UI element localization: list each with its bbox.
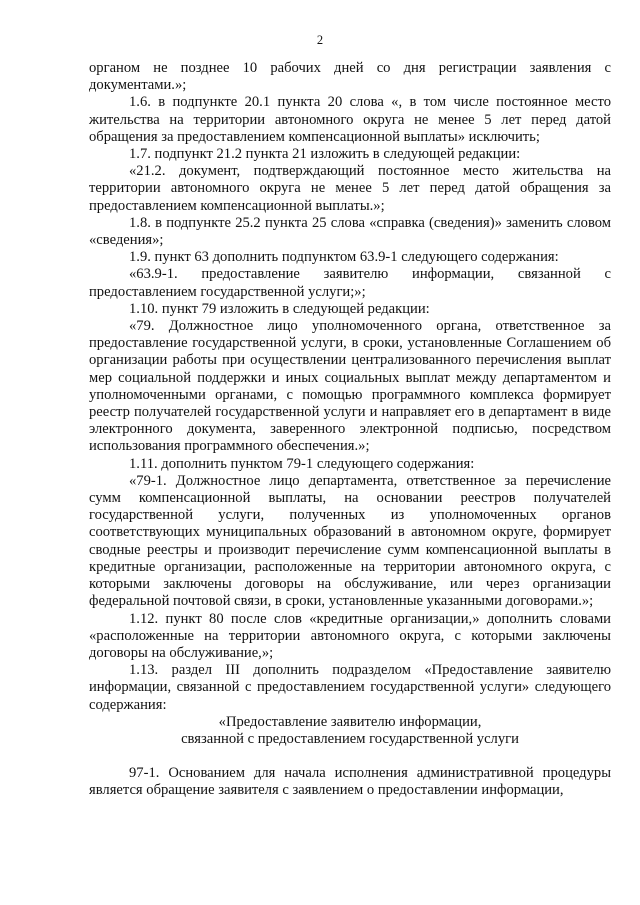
paragraph-1-6: 1.6. в подпункте 20.1 пункта 20 слова «, в том числе постоянное место жительства на территории автономного округа не менее 5 лет перед датой обращения за предоставлением компенсационной выплаты» исключить; — [89, 94, 611, 145]
paragraph-79-quote: «79. Должностное лицо уполномоченного органа, ответственное за предоставление государственной услуги, в сроки, установленные Соглашением об организации работы при осуществлении централизованного перечисления выплат мер социальной поддержки и иных социальных выплат между департаментом и уполномоченными органами, с помощью программного комплекса формирует реестр получателей государственной услуги и направляет его в департамент в виде электронного документа, заверенного электронной подписью, посредством использования программного обеспечения.»; — [89, 318, 611, 455]
paragraph-1-8: 1.8. в подпункте 25.2 пункта 25 слова «справка (сведения)» заменить словом «сведения»; — [89, 214, 611, 249]
paragraph-1-10: 1.10. пункт 79 изложить в следующей редакции: — [129, 300, 430, 317]
subsection-heading-line-1: «Предоставление заявителю информации, — [218, 713, 482, 730]
paragraph-21-2-quote: «21.2. документ, подтверждающий постоянное место жительства на территории автономного округа не менее 5 лет перед датой обращения за предоставлением компенсационной выплаты.»; — [89, 163, 611, 214]
subsection-heading — [89, 714, 611, 748]
paragraph-1-7: 1.7. подпункт 21.2 пункта 21 изложить в следующей редакции: — [129, 146, 521, 163]
paragraph-1-12: 1.12. пункт 80 после слов «кредитные организации,» дополнить словами «расположенные на территории автономного округа, с которыми заключены договоры на обслуживание,»; — [89, 610, 611, 661]
paragraph-63-9-1-quote: «63.9-1. предоставление заявителю информации, связанной с предоставлением государственной услуги;»; — [89, 266, 611, 300]
paragraph-97-1: 97-1. Основанием для начала исполнения административной процедуры является обращение заявителя с заявлением о предоставлении информации, — [89, 765, 611, 799]
paragraph-79-1-quote: «79-1. Должностное лицо департамента, ответственное за перечисление сумм компенсационной выплаты, на основании реестров получателей государственной услуги, полученных из уполномоченных органов соответствующих муниципальных образований в автономном округе, формирует сводные реестры и производит перечисление сумм компенсационной выплаты в кредитные организации, расположенные на территории автономного округа, с которыми заключены договоры на обслуживание, или через организации федеральной почтовой связи, в сроки, установленные указанными договорами.»; — [89, 472, 611, 610]
document-body — [89, 60, 611, 800]
subsection-heading-line-2: связанной с предоставлением государственной услуги — [181, 730, 519, 747]
paragraph-1-11: 1.11. дополнить пунктом 79-1 следующего содержания: — [129, 455, 475, 472]
paragraph-continuation: органом не позднее 10 рабочих дней со дня регистрации заявления с документами.»; — [89, 60, 611, 94]
paragraph-1-9: 1.9. пункт 63 дополнить подпунктом 63.9-1 следующего содержания: — [129, 249, 559, 266]
paragraph-1-13: 1.13. раздел III дополнить подразделом «Предоставление заявителю информации, связанной с предоставлением государственной услуги» следующего содержания: — [89, 662, 611, 713]
page-number: 2 — [316, 33, 324, 47]
